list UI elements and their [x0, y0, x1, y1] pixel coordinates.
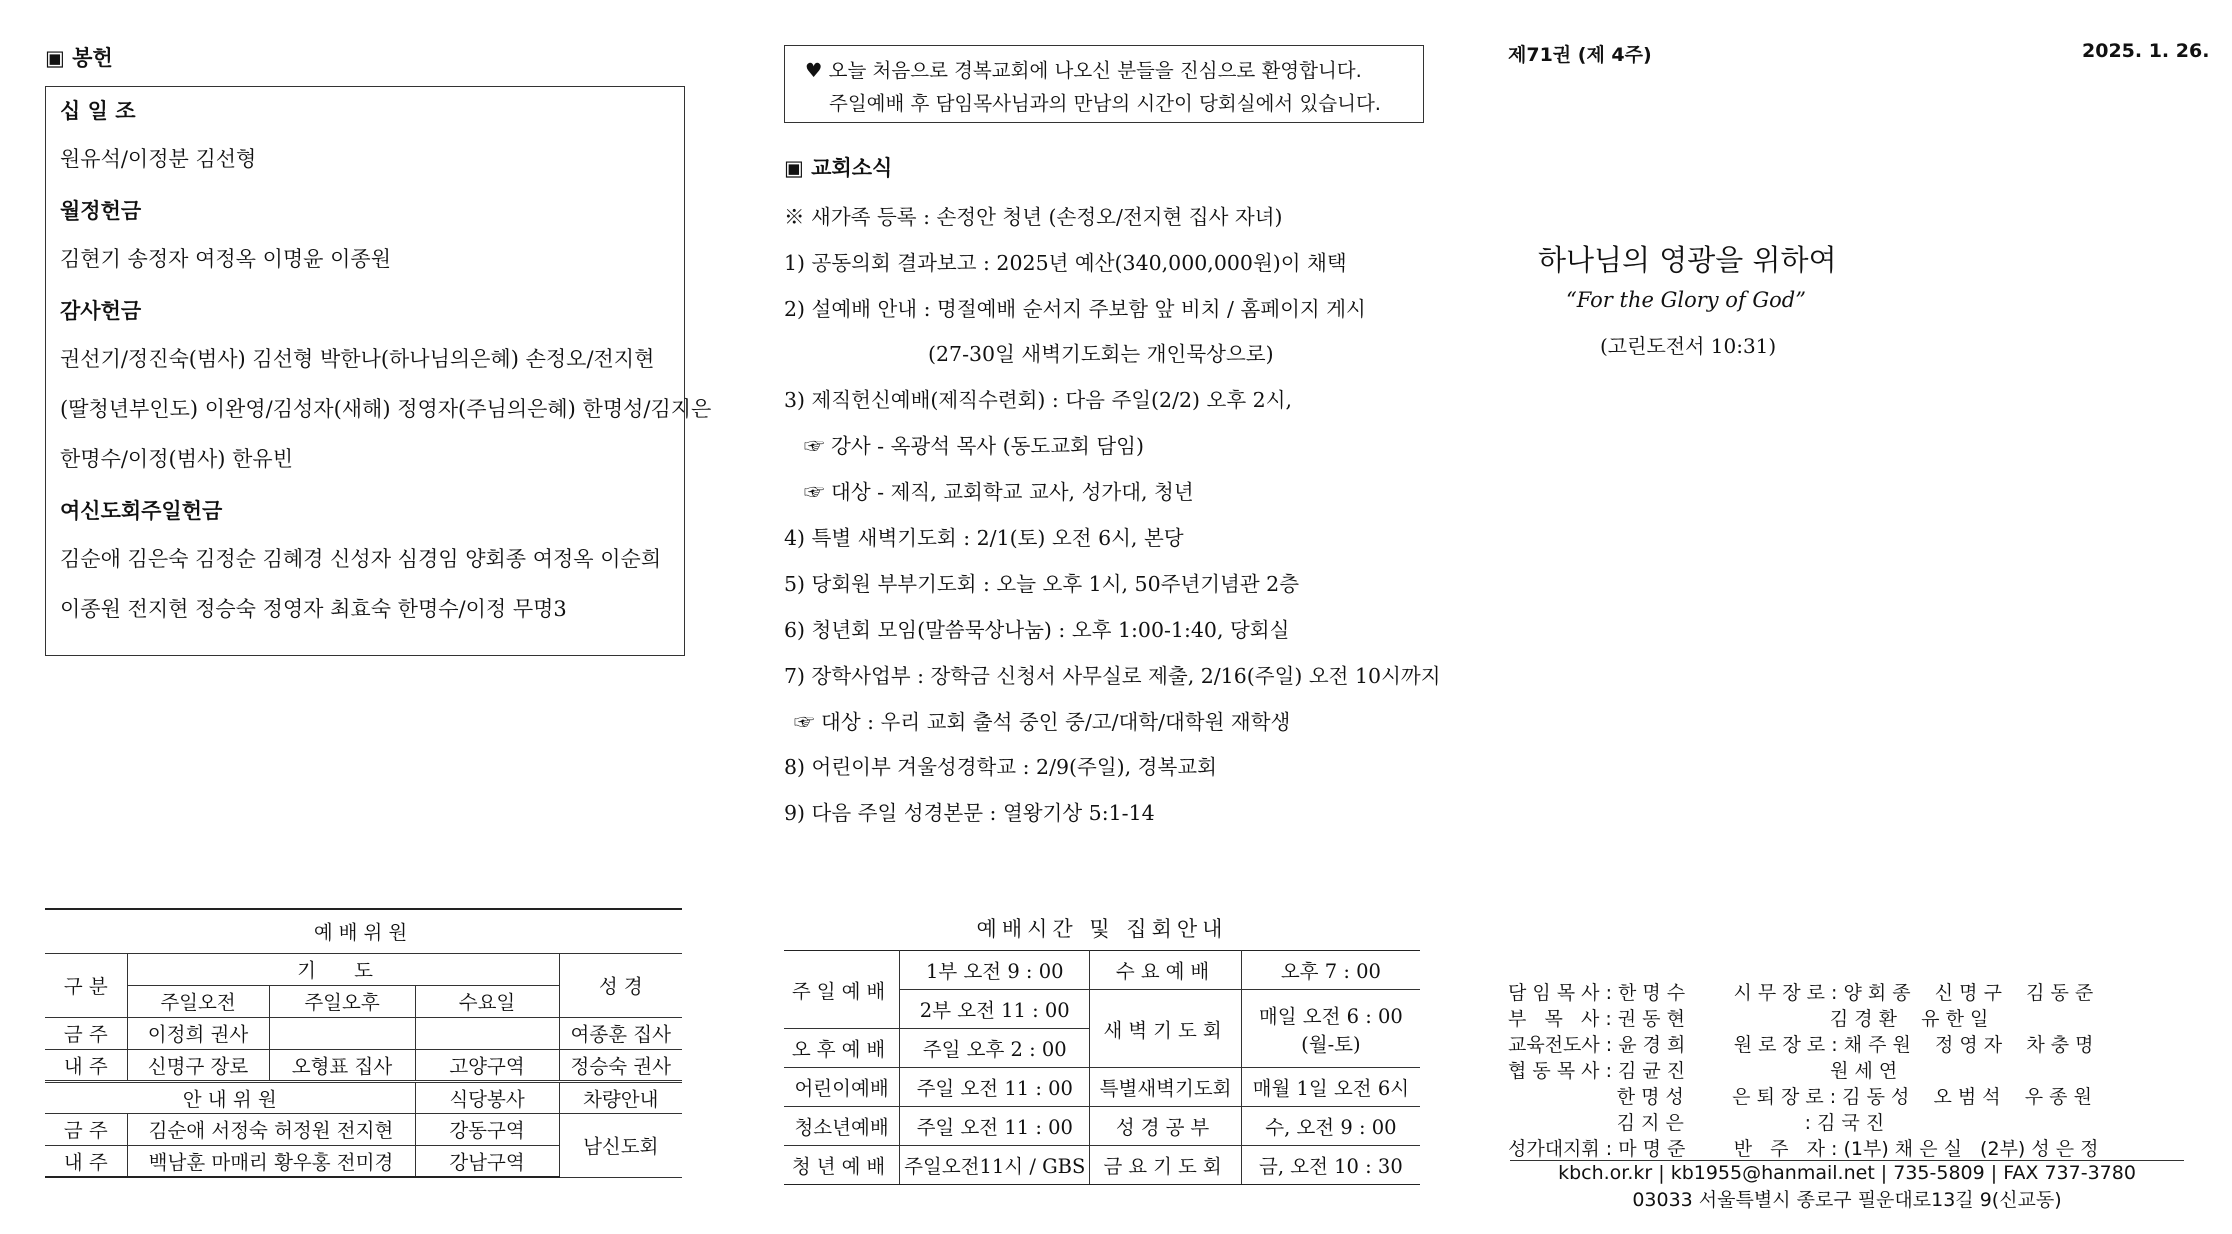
offering-names: (딸청년부인도) 이완영/김성자(새해) 정영자(주님의은혜) 한명성/김지은: [60, 397, 712, 421]
table-cell: 고양구역: [415, 1049, 559, 1081]
staff-row: 성가대지휘 : 마 명 준 반 주 자 : (1부) 채 은 실 (2부) 성 은 정: [1508, 1138, 2099, 1160]
table-header: 안 내 위 원: [45, 1081, 415, 1113]
offering-names: 이종원 전지현 정승숙 정영자 최효숙 한명수/이정 무명3: [60, 597, 567, 621]
table-header: 기 도: [127, 953, 559, 985]
offering-category: 십 일 조: [60, 99, 136, 123]
volume-number: 제71권 (제 4주): [1508, 44, 1652, 66]
offering-heading: ▣ 봉헌: [45, 46, 113, 70]
table-cell: 오후예배: [784, 1029, 900, 1068]
motto-reference: (고린도전서 10:31): [1600, 334, 1777, 358]
news-item: ☞ 강사 - 옥광석 목사 (동도교회 담임): [804, 434, 1144, 458]
table-cell: 강남구역: [415, 1145, 559, 1177]
table-cell: 남신도회: [559, 1113, 682, 1177]
news-item: (27-30일 새벽기도회는 개인묵상으로): [928, 342, 1274, 366]
worship-committee-title: 예배위원: [45, 909, 682, 953]
news-item: 4) 특별 새벽기도회 : 2/1(토) 오전 6시, 본당: [784, 526, 1184, 550]
table-cell: 성경공부: [1090, 1107, 1241, 1146]
table-cell: 김순애 서정숙 허정원 전지현: [127, 1113, 415, 1145]
news-item: 6) 청년회 모임(말씀묵상나눔) : 오후 1:00-1:40, 당회실: [784, 618, 1290, 642]
table-cell: 수요예배: [1090, 951, 1241, 990]
table-header: 수요일: [415, 985, 559, 1017]
table-cell: 이정희 권사: [127, 1017, 269, 1049]
table-header: 구 분: [45, 953, 127, 1017]
offering-category: 감사헌금: [60, 299, 142, 323]
news-item: 8) 어린이부 겨울성경학교 : 2/9(주일), 경복교회: [784, 755, 1217, 779]
footer-address: 03033 서울특별시 종로구 필운대로13길 9(신교동): [1632, 1189, 2062, 1211]
motto-korean: 하나님의 영광을 위하여: [1538, 243, 1837, 277]
news-item: 7) 장학사업부 : 장학금 신청서 사무실로 제출, 2/16(주일) 오전 10시까지: [784, 664, 1441, 688]
table-cell: 주일 오전 11 : 00: [900, 1107, 1090, 1146]
table-header: 식당봉사: [415, 1081, 559, 1113]
news-item: 2) 설예배 안내 : 명절예배 순서지 주보함 앞 비치 / 홈페이지 게시: [784, 297, 1366, 321]
offering-category: 여신도회주일헌금: [60, 499, 223, 523]
table-cell: 주일 오전 11 : 00: [900, 1068, 1090, 1107]
news-item: ☞ 대상 : 우리 교회 출석 중인 중/고/대학/대학원 재학생: [794, 710, 1291, 734]
staff-row: 협 동 목 사 : 김 균 진 원 세 연: [1508, 1060, 1898, 1082]
offering-names: 권선기/정진숙(범사) 김선형 박한나(하나님의은혜) 손정오/전지현: [60, 347, 655, 371]
footer-divider: [1510, 1160, 2184, 1161]
staff-row: 김 지 은 : 김 국 진: [1508, 1112, 1885, 1134]
table-cell: 오형표 집사: [269, 1049, 415, 1081]
welcome-text: 주일예배 후 담임목사님과의 만남의 시간이 당회실에서 있습니다.: [829, 92, 1381, 115]
table-cell: 주일오전11시 / GBS: [900, 1146, 1090, 1185]
table-cell: 어린이예배: [784, 1068, 900, 1107]
welcome-text: ♥ 오늘 처음으로 경복교회에 나오신 분들을 진심으로 환영합니다.: [805, 59, 1362, 82]
table-cell: 여종훈 집사: [559, 1017, 682, 1049]
table-row: [45, 1017, 682, 1049]
schedule-table: [784, 950, 1420, 1185]
table-cell: 내 주: [45, 1145, 127, 1177]
news-item: ※ 새가족 등록 : 손정안 청년 (손정오/전지현 집사 자녀): [784, 205, 1283, 229]
welcome-box: [784, 45, 1424, 123]
offering-names: 한명수/이정(범사) 한유빈: [60, 447, 293, 471]
news-item: 9) 다음 주일 성경본문 : 열왕기상 5:1-14: [784, 801, 1155, 825]
table-cell: 청소년예배: [784, 1107, 900, 1146]
table-cell: 정승숙 권사: [559, 1049, 682, 1081]
staff-row: 한 명 성 은 퇴 장 로 : 김 동 성 오 범 석 우 종 원: [1508, 1086, 2092, 1108]
news-item: 3) 제직헌신예배(제직수련회) : 다음 주일(2/2) 오후 2시,: [784, 388, 1293, 412]
table-cell: [1241, 990, 1420, 1068]
bulletin-date: 2025. 1. 26.: [2082, 40, 2210, 62]
table-cell: 백남훈 마매리 황우홍 전미경: [127, 1145, 415, 1177]
offering-names: 원유석/이정분 김선형: [60, 147, 257, 171]
table-row: [45, 1049, 682, 1081]
table-cell: 금, 오전 10 : 30: [1241, 1146, 1420, 1185]
table-row: [784, 1107, 1420, 1146]
schedule-title: 예배시간 및 집회안내: [976, 917, 1228, 941]
offering-category: 월정헌금: [60, 199, 142, 223]
table-cell: 금 주: [45, 1017, 127, 1049]
table-header: 성 경: [559, 953, 682, 1017]
table-cell: 신명구 장로: [127, 1049, 269, 1081]
news-item: 1) 공동의회 결과보고 : 2025년 예산(340,000,000원)이 채택: [784, 251, 1347, 275]
table-cell: 특별새벽기도회: [1090, 1068, 1241, 1107]
table-cell: [269, 1017, 415, 1049]
table-cell: 내 주: [45, 1049, 127, 1081]
dawn-time: 매일 오전 6 : 00: [1258, 1004, 1403, 1028]
church-news-heading: ▣ 교회소식: [784, 156, 893, 180]
staff-row: 부 목 사 : 권 동 현 김 경 환 유 한 일: [1508, 1008, 1989, 1030]
table-cell: 금요기도회: [1090, 1146, 1241, 1185]
table-cell: 청년예배: [784, 1146, 900, 1185]
footer-contact: kbch.or.kr | kb1955@hanmail.net | 735-5809 | FAX 737-3780: [1558, 1162, 2136, 1184]
staff-row: 담 임 목 사 : 한 명 수 시 무 장 로 : 양 회 종 신 명 구 김 동 준: [1508, 982, 2094, 1004]
table-cell: 새벽기도회: [1090, 990, 1241, 1068]
table-cell: 1부 오전 9 : 00: [900, 951, 1090, 990]
dawn-days: (월-토): [1301, 1032, 1361, 1056]
news-item: 5) 당회원 부부기도회 : 오늘 오후 1시, 50주년기념관 2층: [784, 572, 1300, 596]
motto-english: “For the Glory of God”: [1566, 288, 1806, 312]
table-cell: 오후 7 : 00: [1241, 951, 1420, 990]
table-row: [784, 951, 1420, 990]
table-cell: 금 주: [45, 1113, 127, 1145]
staff-list: [1508, 978, 2188, 1160]
staff-row: 교육전도사 : 윤 경 희 원 로 장 로 : 채 주 원 정 영 자 차 충 명: [1508, 1034, 2094, 1056]
table-cell: 강동구역: [415, 1113, 559, 1145]
table-cell: 2부 오전 11 : 00: [900, 990, 1090, 1029]
table-row: [784, 1068, 1420, 1107]
offering-names: 김현기 송정자 여정옥 이명윤 이종원: [60, 247, 391, 271]
table-header: 주일오전: [127, 985, 269, 1017]
table-cell: 매월 1일 오전 6시: [1241, 1068, 1420, 1107]
table-cell: [415, 1017, 559, 1049]
table-cell: 주일예배: [784, 951, 900, 1029]
table-header: 주일오후: [269, 985, 415, 1017]
table-row: [784, 1146, 1420, 1185]
offering-box: [45, 86, 712, 656]
table-cell: 수, 오전 9 : 00: [1241, 1107, 1420, 1146]
table-row: [45, 1113, 682, 1145]
news-item: ☞ 대상 - 제직, 교회학교 교사, 성가대, 청년: [804, 480, 1194, 504]
table-cell: 주일 오후 2 : 00: [900, 1029, 1090, 1068]
table-header: 차량안내: [559, 1081, 682, 1113]
worship-committee-table: [45, 908, 682, 1178]
offering-names: 김순애 김은숙 김정순 김혜경 신성자 심경임 양회종 여정옥 이순희: [60, 547, 662, 571]
